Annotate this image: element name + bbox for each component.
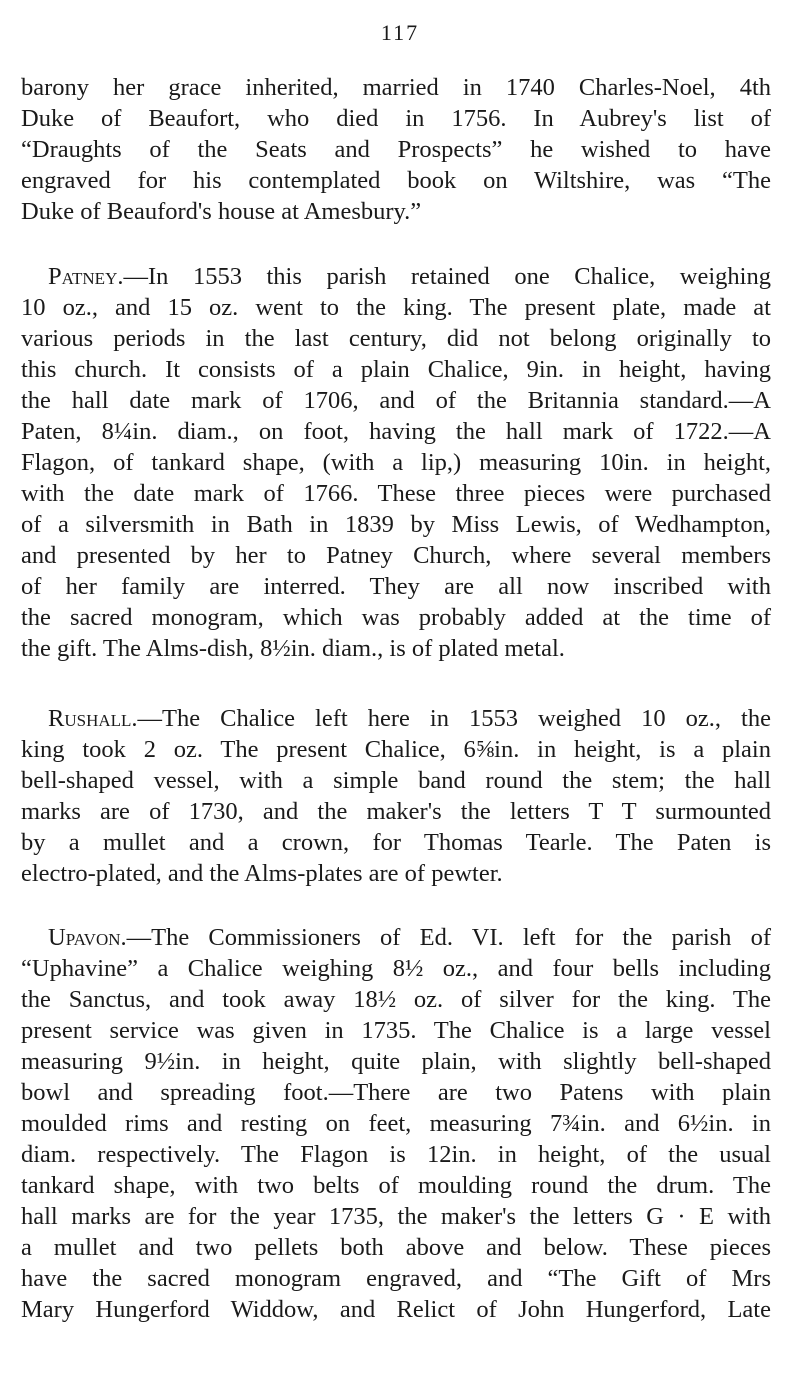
text-line: this church. It consists of a plain Chalice, 9in. in height, having [21, 356, 771, 383]
text-line: present service was given in 1735. The Chalice is a large vessel [21, 1017, 771, 1044]
section-heading: Patney. [48, 263, 124, 290]
text-line: of a silversmith in Bath in 1839 by Miss Lewis, of Wedhampton, [21, 511, 771, 538]
text-line: the Sanctus, and took away 18½ oz. of silver for the king. The [21, 986, 771, 1013]
section-heading: Rushall. [48, 705, 138, 732]
text-line: Duke of Beauford's house at Amesbury.” [21, 198, 422, 225]
text-line: king took 2 oz. The present Chalice, 6⅝in. in height, is a plain [21, 736, 771, 763]
text-line: Paten, 8¼in. diam., on foot, having the hall mark of 1722.—A [21, 418, 771, 445]
text-line: marks are of 1730, and the maker's the letters T T surmounted [21, 798, 771, 825]
text-line: diam. respectively. The Flagon is 12in. in height, of the usual [21, 1141, 771, 1168]
text-line: by a mullet and a crown, for Thomas Tearle. The Paten is [21, 829, 771, 856]
text-line: the hall date mark of 1706, and of the Britannia standard.—A [21, 387, 771, 414]
text-line-first [48, 922, 771, 953]
text-line: and presented by her to Patney Church, where several members [21, 542, 771, 569]
text-line: the gift. The Alms-dish, 8½in. diam., is of plated metal. [21, 635, 565, 662]
text-line: bowl and spreading foot.—There are two Patens with plain [21, 1079, 771, 1106]
text-line: Duke of Beaufort, who died in 1756. In Aubrey's list of [21, 105, 771, 132]
text-line: tankard shape, with two belts of moulding round the drum. The [21, 1172, 771, 1199]
text-line: of her family are interred. They are all now inscribed with [21, 573, 771, 600]
text-line: have the sacred monogram engraved, and “The Gift of Mrs [21, 1265, 771, 1292]
text-line-first [48, 703, 771, 734]
text-line: a mullet and two pellets both above and below. These pieces [21, 1234, 771, 1261]
text-line: the sacred monogram, which was probably added at the time of [21, 604, 771, 631]
section-heading: Upavon. [48, 924, 127, 951]
text-line: electro-plated, and the Alms-plates are of pewter. [21, 860, 503, 887]
text-line: measuring 9½in. in height, quite plain, with slightly bell-shaped [21, 1048, 771, 1075]
text-line-body: —The Commissioners of Ed. VI. left for the parish of [126, 924, 771, 951]
text-line: moulded rims and resting on feet, measuring 7¾in. and 6½in. in [21, 1110, 771, 1137]
text-line-body: —In 1553 this parish retained one Chalice, weighing [123, 263, 771, 290]
text-line: Flagon, of tankard shape, (with a lip,) measuring 10in. in height, [21, 449, 771, 476]
text-line: with the date mark of 1766. These three pieces were purchased [21, 480, 771, 507]
text-line: engraved for his contemplated book on Wiltshire, was “The [21, 167, 771, 194]
text-line: “Uphavine” a Chalice weighing 8½ oz., and four bells including [21, 955, 771, 982]
text-line: various periods in the last century, did not belong originally to [21, 325, 771, 352]
text-line: barony her grace inherited, married in 1740 Charles-Noel, 4th [21, 74, 771, 101]
page-number: 117 [380, 20, 420, 45]
text-line: “Draughts of the Seats and Prospects” he wished to have [21, 136, 771, 163]
text-line: hall marks are for the year 1735, the maker's the letters G · E with [21, 1203, 771, 1230]
text-line: bell-shaped vessel, with a simple band round the stem; the hall [21, 767, 771, 794]
text-line: Mary Hungerford Widdow, and Relict of John Hungerford, Late [21, 1296, 771, 1323]
text-line: 10 oz., and 15 oz. went to the king. The present plate, made at [21, 294, 771, 321]
text-line-body: —The Chalice left here in 1553 weighed 10 oz., the [137, 705, 771, 732]
text-line-first [48, 261, 771, 292]
